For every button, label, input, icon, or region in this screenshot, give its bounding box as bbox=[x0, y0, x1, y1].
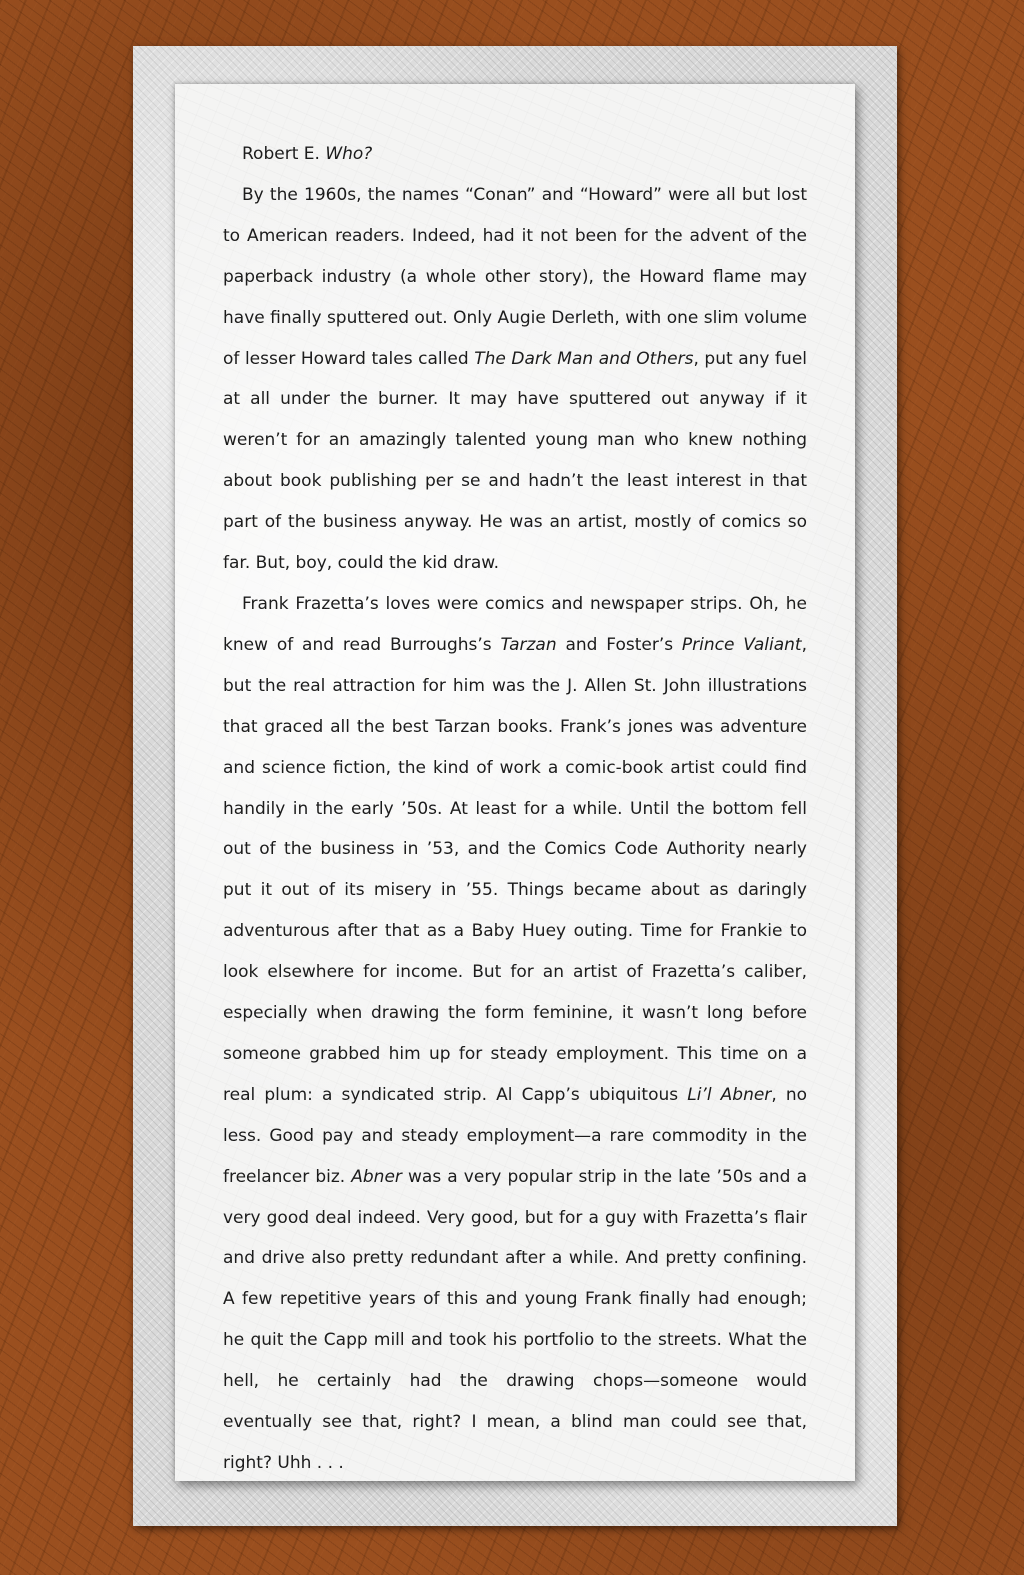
paragraph-1 bbox=[223, 134, 807, 175]
text-run-italic: Tarzan bbox=[500, 634, 557, 655]
paragraph-3 bbox=[223, 584, 807, 1484]
text-run-italic: The Dark Man and Others bbox=[474, 348, 694, 369]
text-run: was a very popular strip in the late ’50s and a very good deal indeed. Very good, but for a guy with Frazetta’s flair and drive also pretty redundant after a while. And pretty confining. A few repetitive years of this and young Frank finally had enough; he quit the Capp mill and took his portfolio to the streets. What the hell, he certainly had the drawing chops—someone would eventually see that, right? I mean, a blind man could see that, right? Uhh . . . bbox=[223, 1166, 807, 1473]
text-run: , no less. Good pay and steady employment—a rare commodity in the freelancer biz. bbox=[223, 1084, 808, 1187]
text-run-italic: Abner bbox=[351, 1166, 402, 1187]
text-run: , put any fuel at all under the burner. It may have sputtered out anyway if it weren’t for an amazingly talented young man who knew nothing about book publishing per se and hadn’t the least interest in that part of the business anyway. He was an artist, mostly of comics so far. But, boy, could the kid draw. bbox=[223, 348, 807, 574]
text-run: By the 1960s, the names “Conan” and “Howard” were all but lost to American readers. Indeed, had it not been for the advent of the paperback industry (a whole other story), the Howard flame may have finally sputtered out. Only Augie Derleth, with one slim volume of lesser Howard tales called bbox=[223, 184, 807, 369]
paragraph-2 bbox=[223, 175, 807, 584]
text-run: Robert E. bbox=[242, 144, 326, 164]
article-body bbox=[223, 134, 807, 1484]
text-run-italic: Li’l Abner bbox=[687, 1084, 772, 1105]
text-panel bbox=[175, 84, 855, 1481]
text-run-italic: Who? bbox=[325, 144, 373, 164]
text-run: , but the real attraction for him was the J. Allen St. John illustrations that graced all the best Tarzan books. Frank’s jones was adventure and science fiction, the kind of work a comic-book artist could find handily in the early ’50s. At least for a while. Until the bottom fell out of the business in ’53, and the Comics Code Authority nearly put it out of its misery in ’55. Things became about as daringly adventurous after that as a Baby Huey outing. Time for Frankie to look elsewhere for income. But for an artist of Frazetta’s caliber, especially when drawing the form feminine, it wasn’t long before someone grabbed him up for steady employment. This time on a real plum: a syndicated strip. Al Capp’s ubiquitous bbox=[223, 634, 807, 1105]
text-run: Frank Frazetta’s loves were comics and newspaper strips. Oh, he knew of and read Burroughs’s bbox=[223, 593, 807, 655]
text-run-italic: Prince Valiant bbox=[681, 634, 802, 655]
text-run: and Foster’s bbox=[556, 634, 682, 655]
